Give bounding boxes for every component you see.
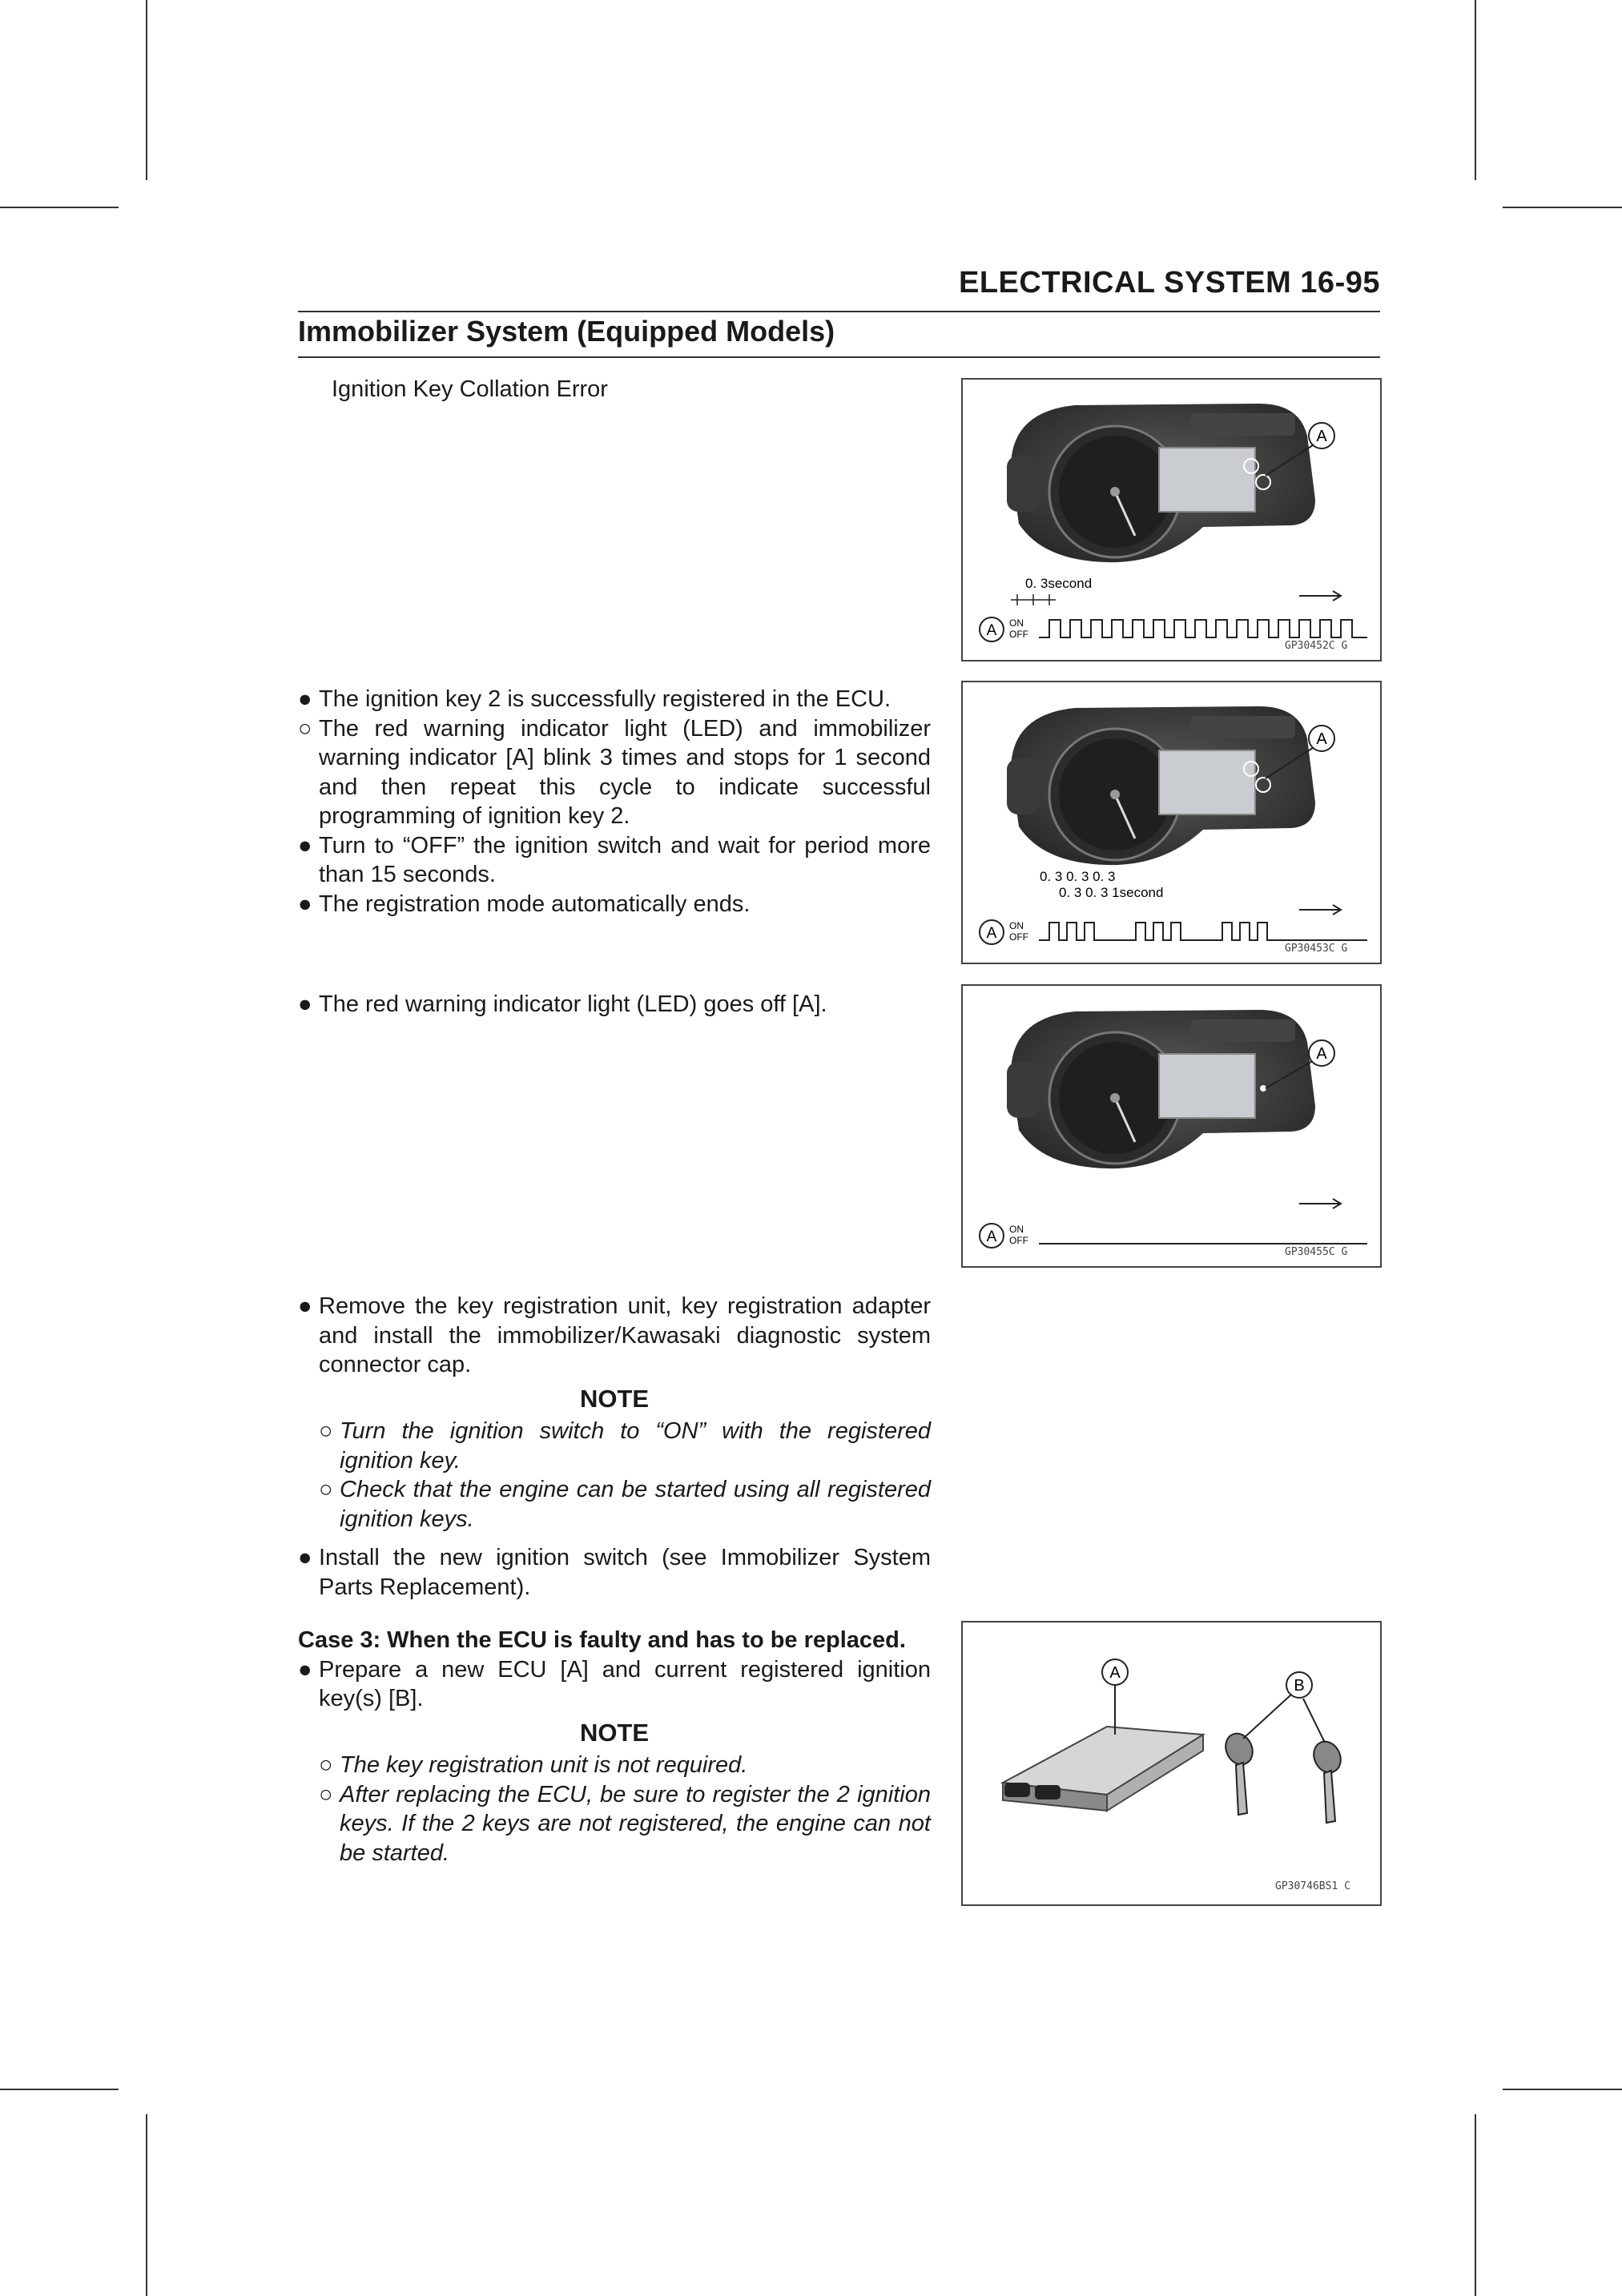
- meter-cluster-illustration: [1007, 1010, 1315, 1168]
- bullet-item: ● The registration mode automatically ends.: [298, 891, 751, 917]
- blink-waveform: [1039, 923, 1367, 940]
- note-item: ○ Check that the engine can be started using all registered ignition keys.: [319, 1477, 931, 1532]
- timing-label: 0. 3second: [1025, 576, 1093, 591]
- off-label: OFF: [1009, 1235, 1028, 1246]
- blink-waveform: [1039, 620, 1367, 637]
- meter-cluster-illustration: [1007, 404, 1315, 562]
- on-label: ON: [1009, 617, 1024, 629]
- crop-mark: [1475, 2114, 1476, 2296]
- figure-ecu-and-keys: [961, 1621, 1382, 1906]
- page-subtitle: Immobilizer System (Equipped Models): [298, 315, 835, 348]
- note-item: ○ The key registration unit is not required.: [319, 1752, 748, 1778]
- key-icon: [1221, 1729, 1258, 1815]
- crop-mark: [146, 0, 147, 180]
- crop-mark: [0, 207, 119, 208]
- section-title: ELECTRICAL SYSTEM 16-95: [958, 266, 1380, 300]
- note-item: ○ After replacing the ECU, be sure to register the 2 ignition keys. If the 2 keys are not registered, the engine can not be started.: [319, 1781, 931, 1866]
- caption-key-collation-error: Ignition Key Collation Error: [332, 376, 608, 402]
- callout-b: B: [1294, 1677, 1305, 1695]
- bullet-item: ● The ignition key 2 is successfully registered in the ECU.: [298, 686, 891, 712]
- figure-registration-success: [961, 681, 1382, 964]
- timing-row-2: 0. 3 0. 3 1second: [1059, 885, 1164, 900]
- bullet-item: ● The red warning indicator light (LED) goes off [A].: [298, 991, 827, 1017]
- figure-code: GP30746BS1 C: [1275, 1880, 1350, 1892]
- bullet-item: ● Remove the key registration unit, key registration adapter and install the immobilizer/Kawasaki diagnostic system connector cap.: [298, 1293, 931, 1377]
- off-label: OFF: [1009, 629, 1028, 640]
- callout-a: A: [1316, 428, 1327, 445]
- callout-a: A: [1316, 1045, 1327, 1063]
- figure-code: GP30453C G: [1285, 943, 1348, 955]
- registration-steps: [298, 685, 931, 919]
- meter-cluster-illustration: [1007, 706, 1315, 865]
- note-title: NOTE: [579, 1718, 650, 1747]
- key-icon: [1309, 1737, 1346, 1823]
- ecu-illustration: [1003, 1727, 1203, 1811]
- header-rule: [298, 356, 1380, 358]
- figure-led-off: [961, 984, 1382, 1268]
- legend-a: A: [986, 622, 997, 639]
- note-title: NOTE: [579, 1384, 650, 1413]
- crop-mark: [0, 2089, 119, 2090]
- legend-a: A: [986, 925, 997, 942]
- final-steps: [298, 1292, 931, 1602]
- bullet-item: ● Install the new ignition switch (see Immobilizer System Parts Replacement).: [298, 1545, 931, 1600]
- figure-code: GP30452C G: [1285, 640, 1348, 652]
- crop-mark: [1475, 0, 1476, 180]
- callout-a: A: [1316, 730, 1327, 748]
- note-item: ○ Turn the ignition switch to “ON” with the registered ignition key.: [319, 1418, 931, 1474]
- callout-a: A: [1109, 1664, 1121, 1682]
- on-label: ON: [1009, 1224, 1024, 1235]
- case-3-section: [298, 1626, 931, 1868]
- crop-mark: [146, 2114, 147, 2296]
- crop-mark: [1503, 207, 1622, 208]
- case-heading: Case 3: When the ECU is faulty and has to be replaced.: [298, 1627, 906, 1653]
- led-off-step: [298, 990, 931, 1019]
- legend-a: A: [986, 1228, 997, 1245]
- header-rule: [298, 311, 1380, 312]
- figure-collation-error: [961, 378, 1382, 661]
- bullet-item: ● Prepare a new ECU [A] and current registered ignition key(s) [B].: [298, 1656, 931, 1711]
- sub-item: ○ The red warning indicator light (LED) and immobilizer warning indicator [A] blink 3 times and stops for 1 second and then repeat this cycle to indicate successful programming of ignition key 2.: [298, 715, 931, 829]
- timing-row-1: 0. 3 0. 3 0. 3: [1040, 869, 1116, 884]
- crop-mark: [1503, 2089, 1622, 2090]
- off-label: OFF: [1009, 931, 1028, 943]
- bullet-item: ● Turn to “OFF” the ignition switch and wait for period more than 15 seconds.: [298, 832, 931, 887]
- on-label: ON: [1009, 920, 1024, 931]
- figure-code: GP30455C G: [1285, 1246, 1348, 1258]
